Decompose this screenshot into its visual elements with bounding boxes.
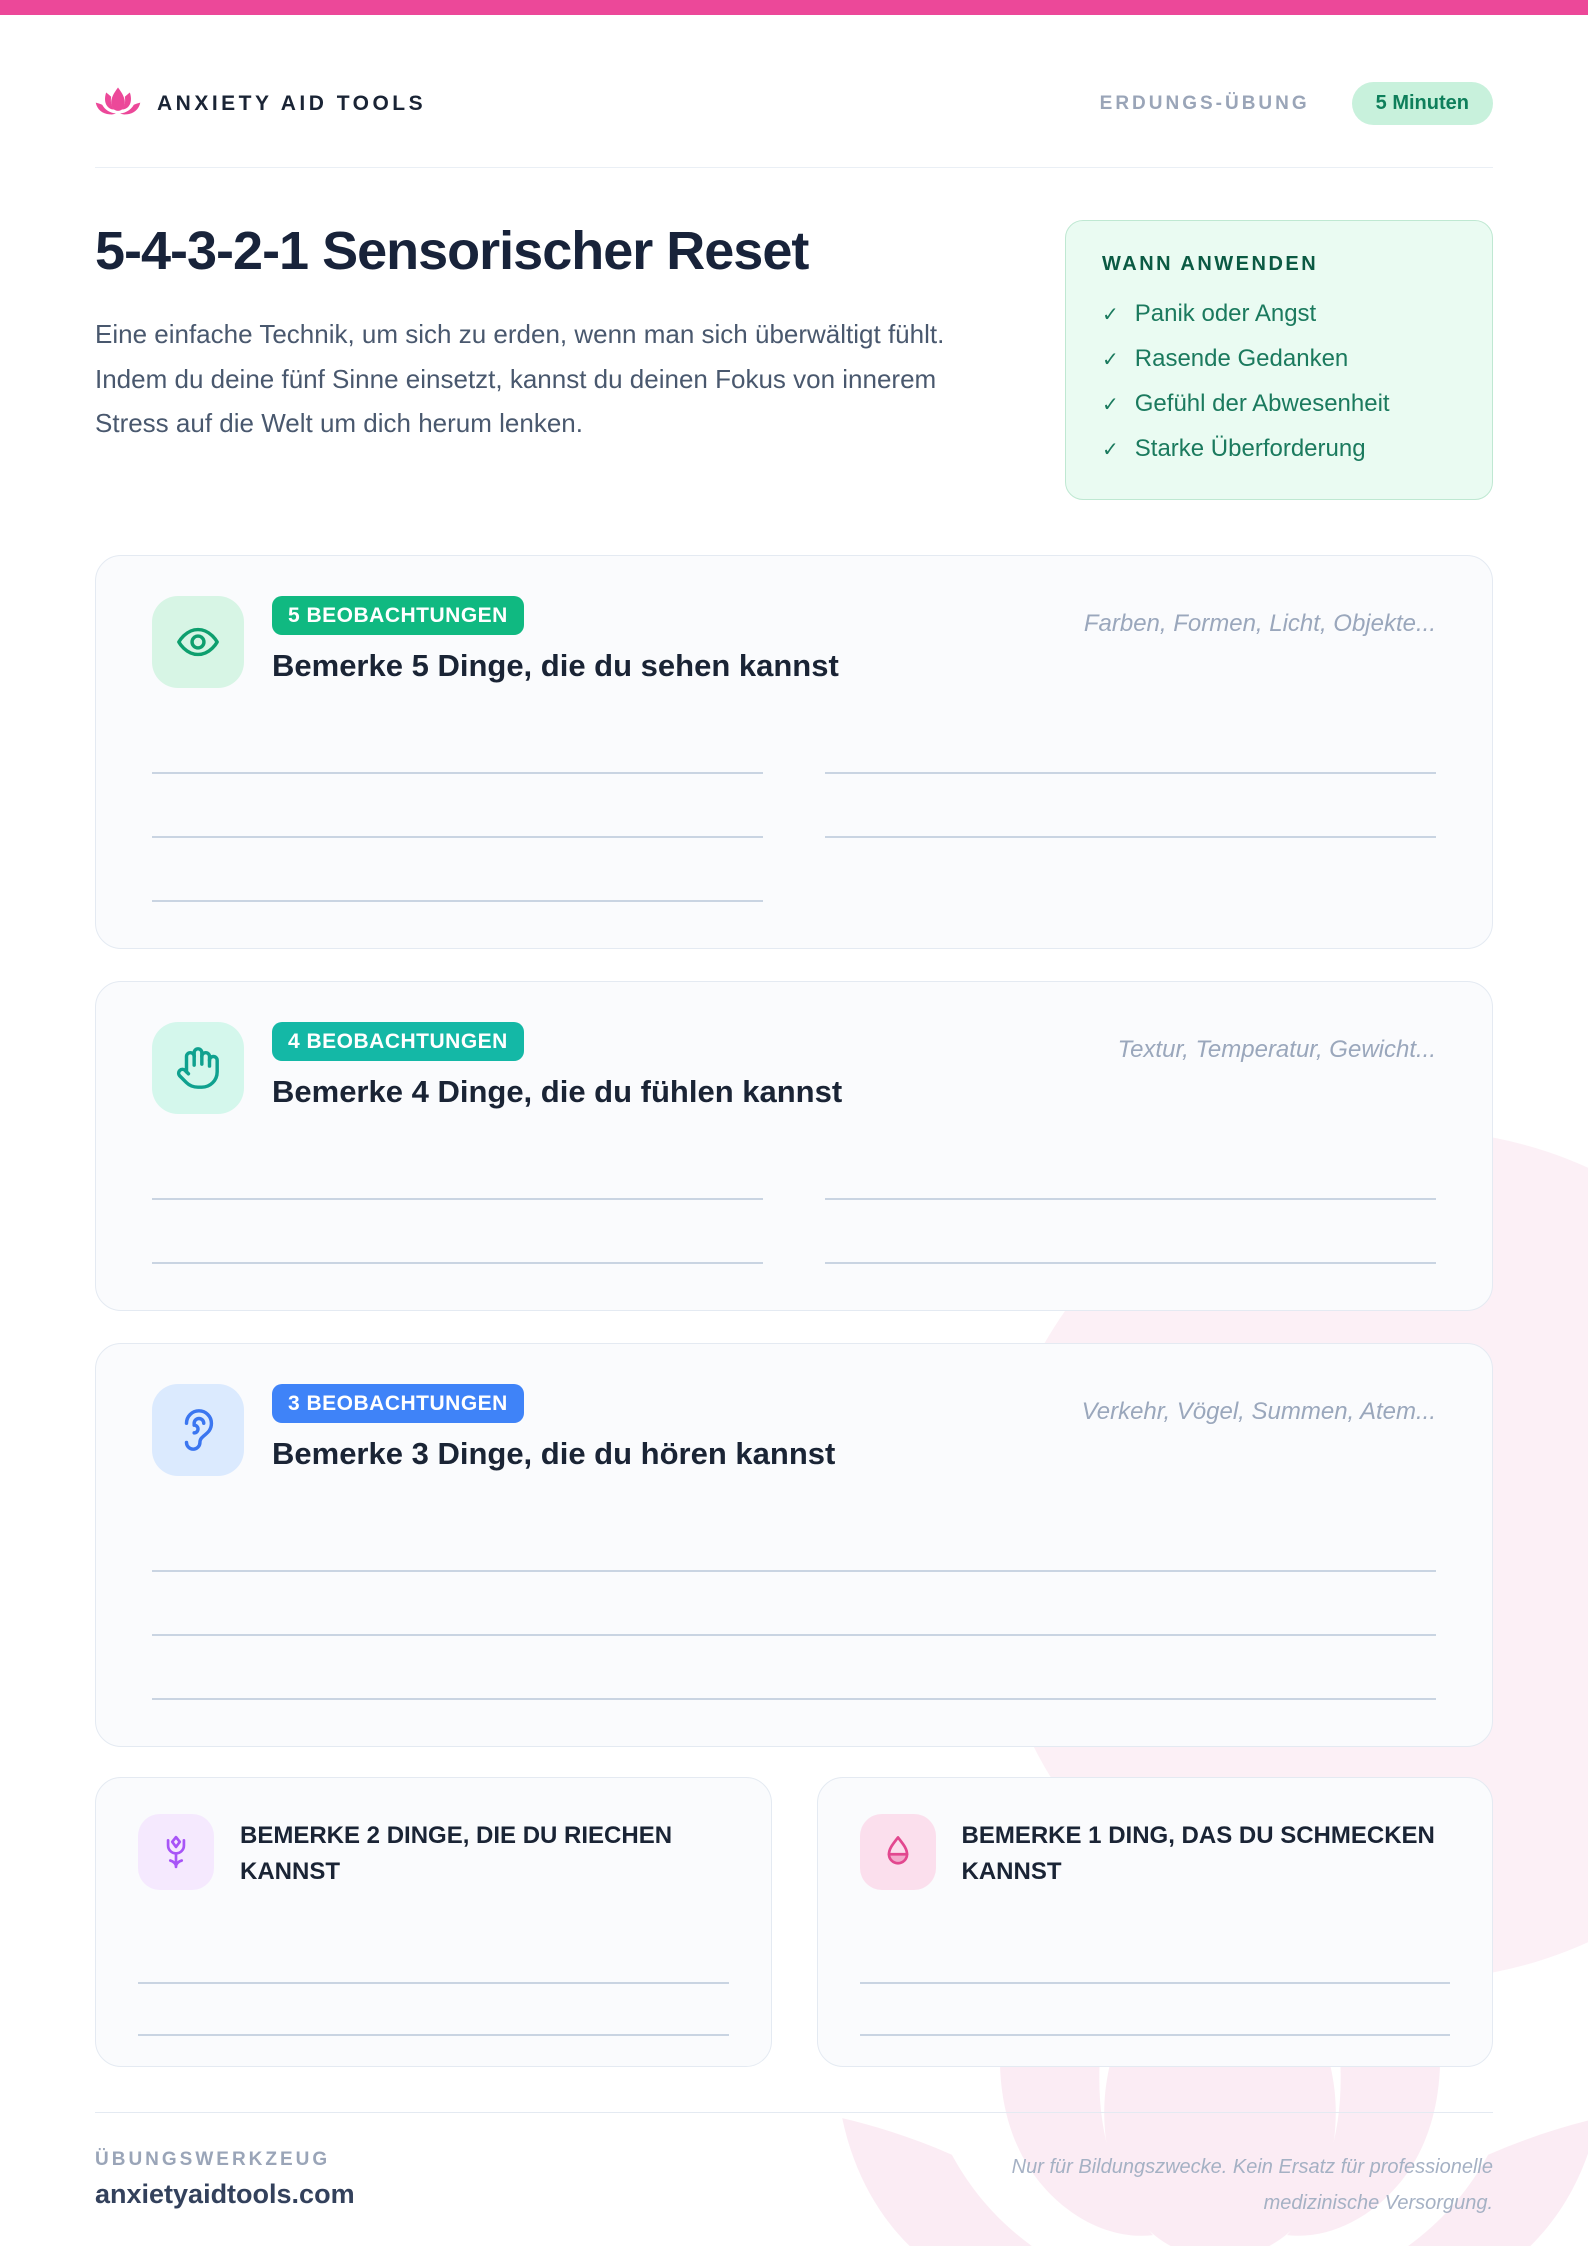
answer-area bbox=[152, 710, 1436, 902]
answer-line[interactable] bbox=[152, 710, 763, 774]
footer-site-link[interactable]: anxietyaidtools.com bbox=[95, 2179, 355, 2209]
ear-icon-tile bbox=[152, 1384, 244, 1476]
answer-line[interactable] bbox=[152, 1508, 1436, 1572]
observation-cards bbox=[95, 555, 1493, 1747]
answer-area bbox=[152, 1136, 1436, 1264]
card-see-titles bbox=[272, 596, 839, 684]
answer-area bbox=[152, 1508, 1436, 1700]
when-item bbox=[1102, 300, 1456, 328]
flower-icon-tile bbox=[138, 1814, 214, 1890]
when-item bbox=[1102, 345, 1456, 373]
when-item bbox=[1102, 390, 1456, 418]
card-taste-header bbox=[860, 1814, 1451, 1890]
lotus-icon bbox=[95, 86, 141, 122]
droplet-icon bbox=[879, 1833, 917, 1871]
check-icon: ✓ bbox=[1102, 349, 1119, 371]
answer-line[interactable] bbox=[152, 838, 763, 902]
category-label: ERDUNGS-ÜBUNG bbox=[1099, 92, 1310, 114]
duration-badge: 5 Minuten bbox=[1352, 82, 1493, 125]
card-smell bbox=[95, 1777, 772, 2067]
card-hear-hint: Verkehr, Vögel, Summen, Atem... bbox=[1081, 1398, 1436, 1425]
answer-line[interactable] bbox=[825, 1136, 1436, 1200]
card-feel-heading: Bemerke 4 Dinge, die du fühlen kannst bbox=[272, 1074, 843, 1109]
answer-line[interactable] bbox=[825, 774, 1436, 838]
when-to-use-list bbox=[1102, 300, 1456, 463]
when-item-label: Starke Überforderung bbox=[1134, 435, 1366, 462]
when-item-label: Gefühl der Abwesenheit bbox=[1134, 390, 1390, 417]
check-icon: ✓ bbox=[1102, 394, 1119, 416]
answer-line[interactable] bbox=[152, 1136, 763, 1200]
footer bbox=[95, 2112, 1493, 2221]
footer-disclaimer: Nur für Bildungszwecke. Kein Ersatz für professionelle medizinische Versorgung. bbox=[1011, 2156, 1493, 2214]
card-see bbox=[95, 555, 1493, 949]
answer-column bbox=[825, 710, 1436, 902]
header-right bbox=[1100, 82, 1493, 125]
top-accent-bar bbox=[0, 0, 1588, 15]
droplet-icon-tile bbox=[860, 1814, 936, 1890]
answer-column bbox=[825, 1136, 1436, 1264]
answer-column bbox=[152, 1136, 763, 1264]
when-item bbox=[1102, 435, 1456, 463]
card-taste bbox=[817, 1777, 1494, 2067]
answer-line[interactable] bbox=[138, 1984, 729, 2036]
observations-badge: 5 BEOBACHTUNGEN bbox=[272, 596, 524, 635]
when-to-use-title: WANN ANWENDEN bbox=[1102, 253, 1319, 275]
answer-line[interactable] bbox=[825, 1200, 1436, 1264]
hand-icon bbox=[175, 1045, 221, 1091]
check-icon: ✓ bbox=[1102, 439, 1119, 461]
answer-line[interactable] bbox=[152, 774, 763, 838]
answer-line[interactable] bbox=[152, 1636, 1436, 1700]
card-hear bbox=[95, 1343, 1493, 1747]
answer-area bbox=[138, 1932, 729, 2036]
answer-column bbox=[152, 710, 763, 902]
ear-icon bbox=[175, 1407, 221, 1453]
brand-name: ANXIETY AID TOOLS bbox=[157, 91, 427, 115]
card-feel bbox=[95, 981, 1493, 1311]
observations-badge: 3 BEOBACHTUNGEN bbox=[272, 1384, 524, 1423]
card-smell-heading: BEMERKE 2 DINGE, DIE DU RIECHEN KANNST bbox=[240, 1822, 673, 1885]
intro-column bbox=[95, 220, 1025, 446]
footer-label: ÜBUNGSWERKZEUG bbox=[95, 2149, 331, 2170]
flower-icon bbox=[157, 1833, 195, 1871]
small-cards-row bbox=[95, 1777, 1493, 2067]
card-hear-header bbox=[152, 1384, 1436, 1476]
card-feel-header bbox=[152, 1022, 1436, 1114]
check-icon: ✓ bbox=[1102, 304, 1119, 326]
card-see-heading: Bemerke 5 Dinge, die du sehen kannst bbox=[272, 648, 839, 683]
answer-line[interactable] bbox=[152, 1200, 763, 1264]
answer-line[interactable] bbox=[825, 710, 1436, 774]
intro-row bbox=[95, 220, 1493, 500]
card-see-hint: Farben, Formen, Licht, Objekte... bbox=[1083, 610, 1436, 637]
observations-badge: 4 BEOBACHTUNGEN bbox=[272, 1022, 524, 1061]
answer-area bbox=[860, 1932, 1451, 2036]
answer-line[interactable] bbox=[138, 1932, 729, 1984]
card-see-header bbox=[152, 596, 1436, 688]
answer-line[interactable] bbox=[860, 1984, 1451, 2036]
eye-icon-tile bbox=[152, 596, 244, 688]
when-to-use-box bbox=[1065, 220, 1493, 500]
card-feel-hint: Textur, Temperatur, Gewicht... bbox=[1117, 1036, 1436, 1063]
card-taste-heading: BEMERKE 1 DING, DAS DU SCHMECKEN KANNST bbox=[961, 1822, 1435, 1885]
page-title: 5-4-3-2-1 Sensorischer Reset bbox=[95, 221, 809, 281]
hand-icon-tile bbox=[152, 1022, 244, 1114]
eye-icon bbox=[175, 619, 221, 665]
header bbox=[95, 0, 1493, 168]
card-hear-titles bbox=[272, 1384, 835, 1472]
brand bbox=[95, 86, 426, 122]
when-item-label: Panik oder Angst bbox=[1134, 300, 1317, 327]
when-item-label: Rasende Gedanken bbox=[1134, 345, 1349, 372]
footer-left bbox=[95, 2149, 355, 2210]
answer-line[interactable] bbox=[860, 1932, 1451, 1984]
card-feel-titles bbox=[272, 1022, 842, 1110]
card-hear-heading: Bemerke 3 Dinge, die du hören kannst bbox=[272, 1436, 836, 1471]
card-smell-header bbox=[138, 1814, 729, 1890]
answer-line[interactable] bbox=[152, 1572, 1436, 1636]
intro-text: Eine einfache Technik, um sich zu erden, wenn man sich überwältigt fühlt. Indem du deine fünf Sinne einsetzt, kannst du deinen Fokus von innerem Stress auf die Welt um dich herum lenken. bbox=[95, 319, 945, 439]
